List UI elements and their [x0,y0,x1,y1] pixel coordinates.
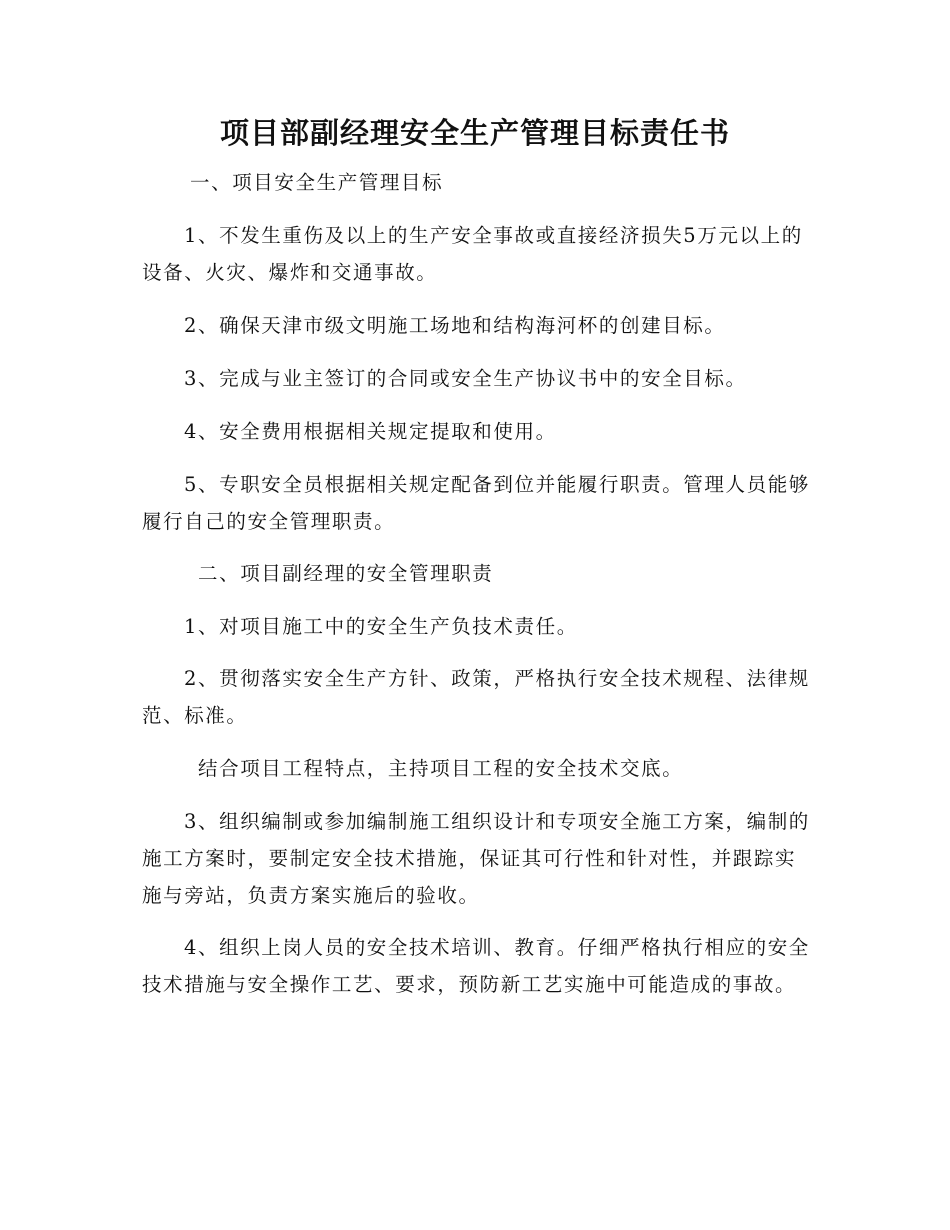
section-2-item-1: 1、对项目施工中的安全生产负技术责任。 [184,615,578,638]
section-2-item-2-continued: 结合项目工程特点，主持项目工程的安全技术交底。 [198,757,684,780]
section-1-item-2: 2、确保天津市级文明施工场地和结构海河杯的创建目标。 [184,314,726,337]
section-2-item-3: 3、组织编制或参加编制施工组织设计和专项安全施工方案，编制的施工方案时，要制定安全技术措施，保证其可行性和针对性，并跟踪实施与旁站，负责方案实施后的验收。 [142,810,810,907]
section-1-item-4: 4、安全费用根据相关规定提取和使用。 [184,420,557,443]
section-2-item-2: 2、贯彻落实安全生产方针、政策，严格执行安全技术规程、法律规范、标准。 [142,667,810,727]
section-2-heading: 二、项目副经理的安全管理职责 [198,562,494,585]
section-1-item-3: 3、完成与业主签订的合同或安全生产协议书中的安全目标。 [184,367,747,390]
section-2-item-4: 4、组织上岗人员的安全技术培训、教育。仔细严格执行相应的安全技术措施与安全操作工艺、要求，预防新工艺实施中可能造成的事故。 [142,936,810,996]
document-title: 项目部副经理安全生产管理目标责任书 [219,116,730,150]
section-1-item-1: 1、不发生重伤及以上的生产安全事故或直接经济损失5万元以上的设备、火灾、爆炸和交通事故。 [142,224,803,284]
section-1-heading: 一、项目安全生产管理目标 [190,171,444,194]
section-1-item-5: 5、专职安全员根据相关规定配备到位并能履行职责。管理人员能够履行自己的安全管理职责。 [142,473,810,533]
